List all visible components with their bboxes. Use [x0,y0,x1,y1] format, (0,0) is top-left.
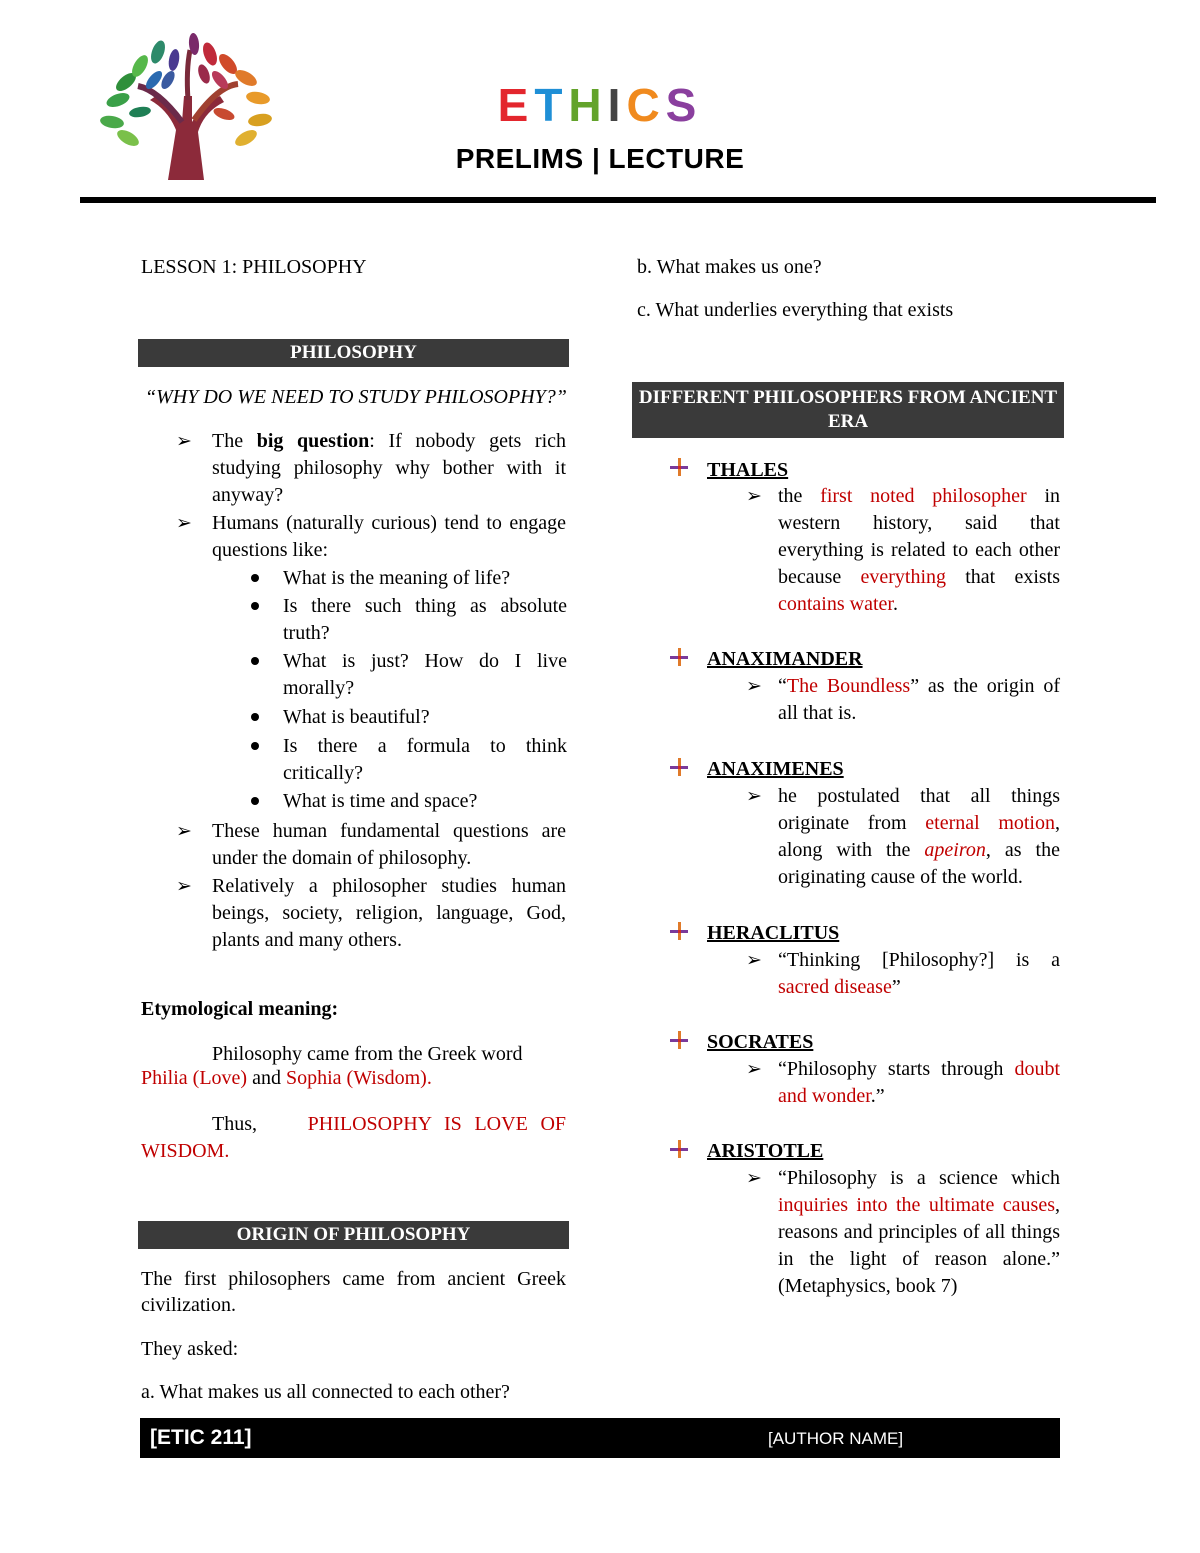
text-run: , along with the [778,812,1060,861]
question-item: Is there a formula to think critically? [283,735,567,784]
big-question-item [212,428,566,509]
dot-bullet-icon [251,797,259,805]
footer-bar [140,1418,1060,1458]
heraclitus-description [778,947,1060,1001]
dot-bullet-icon [251,657,259,665]
text-run: in western history, said that everything is related to each other because [778,485,1061,588]
text-run: , as the originating cause of the world. [778,839,1060,888]
cross-bullet-icon [670,458,688,476]
text-run: he postulated that all things originate from [778,785,1060,834]
philosopher-name-anaximenes: ANAXIMENES [707,758,844,780]
thales-description [778,483,1060,618]
arrow-bullet-icon: ➢ [746,1168,762,1189]
anaximander-description [778,673,1060,727]
arrow-bullet-icon: ➢ [176,431,192,452]
text-run: ” as the origin of all that is. [778,675,1061,724]
why-quote: “WHY DO WE NEED TO STUDY PHILOSOPHY?” [145,386,567,408]
question-item: What is time and space? [283,790,478,812]
question-item: Is there such thing as absolute truth? [283,595,567,644]
text-run: . [892,593,898,615]
dot-bullet-icon [251,742,259,750]
highlight-run: eternal motion [925,812,1055,834]
footer-course-code: [ETIC 211] [150,1426,252,1449]
question-b: b. What makes us one? [637,256,822,278]
arrow-bullet-icon: ➢ [746,786,762,807]
philosopher-name-heraclitus: HERACLITUS [707,922,840,944]
arrow-bullet-icon: ➢ [176,876,192,897]
socrates-description [778,1056,1060,1110]
cross-bullet-icon [670,922,688,940]
text-run: the [778,485,821,507]
highlight-run: sacred disease [778,976,892,998]
highlight-run: doubt and wonder [778,1058,1060,1107]
thus-statement [141,1111,566,1165]
fundamental-item: These human fundamental questions are under the domain of philosophy. [212,820,566,869]
question-item: What is beautiful? [283,706,430,728]
and-word: and [247,1067,286,1089]
highlight-run: contains water [778,593,893,615]
etymology-line: Philosophy came from the Greek word [212,1043,523,1065]
cross-bullet-icon [670,648,688,666]
relatively-item: Relatively a philosopher studies human beings, society, religion, language, God, plants and many others. [212,875,566,951]
text-run: “Philosophy starts through [778,1058,1015,1080]
title-letter-e: E [497,79,535,131]
text-run: , reasons and principles of all things in the light of reason alone.” (Metaphysics, book 7) [778,1194,1060,1297]
love-of-wisdom: PHILOSOPHY IS LOVE OF WISDOM. [141,1113,567,1162]
text-run: ” [891,976,901,998]
highlight-run: The Boundless [786,675,911,697]
question-item: What is the meaning of life? [283,567,511,589]
philosopher-name-thales: THALES [707,459,789,481]
highlight-run: first noted philosopher [820,485,1027,507]
title-letter-s: S [665,79,703,131]
highlight-run: inquiries into the ultimate causes [778,1194,1055,1216]
philosopher-name-aristotle: ARISTOTLE [707,1140,824,1162]
big-question-text: : If nobody gets rich studying philosophy why bother with it anyway? [212,430,567,506]
header-rule [80,197,1156,203]
section-bar-philosophy: PHILOSOPHY [138,339,569,367]
they-asked: They asked: [141,1338,239,1360]
question-c: c. What underlies everything that exists [637,299,954,321]
philosopher-name-socrates: SOCRATES [707,1031,814,1053]
question-item: What is just? How do I live morally? [283,650,567,699]
lesson-heading: LESSON 1: PHILOSOPHY [141,256,367,278]
highlight-run: apeiron [924,839,986,861]
dot-bullet-icon [251,713,259,721]
cross-bullet-icon [670,758,688,776]
arrow-bullet-icon: ➢ [176,513,192,534]
question-a: a. What makes us all connected to each other? [141,1381,510,1403]
dot-bullet-icon [251,574,259,582]
arrow-bullet-icon: ➢ [746,676,762,697]
etymology-words [141,1065,432,1092]
arrow-bullet-icon: ➢ [746,1059,762,1080]
document-subtitle: PRELIMS | LECTURE [455,143,745,174]
aristotle-description [778,1165,1060,1300]
highlight-run: everything [860,566,947,588]
humans-item: Humans (naturally curious) tend to engage questions like: [212,512,566,561]
philosopher-name-anaximander: ANAXIMANDER [707,648,863,670]
text-run: “Philosophy is a science which [778,1167,1060,1189]
first-philosophers: The first philosophers came from ancient Greek civilization. [141,1268,566,1316]
title-letter-c: C [626,79,666,131]
thus-word: Thus, [212,1113,257,1135]
section-bar-origin: ORIGIN OF PHILOSOPHY [138,1221,569,1249]
title-letter-h: H [568,79,608,131]
text-run: .” [870,1085,885,1107]
big-question-pre: The [212,430,257,452]
section-bar-philosophers: DIFFERENT PHILOSOPHERS FROM ANCIENT ERA [632,382,1064,438]
cross-bullet-icon [670,1031,688,1049]
tree-logo-icon [98,30,274,180]
title-letter-i: I [607,79,627,131]
text-run: “ [778,675,787,697]
philia-term: Philia (Love) [141,1067,248,1089]
text-run: “Thinking [Philosophy?] is a [778,949,1060,971]
anaximenes-description [778,783,1060,891]
dot-bullet-icon [251,602,259,610]
title-letter-t: T [534,79,569,131]
arrow-bullet-icon: ➢ [176,821,192,842]
cross-bullet-icon [670,1140,688,1158]
big-question-label: big question [256,430,370,452]
text-run: that exists [946,566,1060,588]
sophia-term: Sophia (Wisdom). [285,1067,432,1089]
document-title [420,80,780,130]
arrow-bullet-icon: ➢ [746,486,762,507]
etymology-heading: Etymological meaning: [141,998,339,1020]
footer-author: [AUTHOR NAME] [768,1429,904,1448]
arrow-bullet-icon: ➢ [746,950,762,971]
